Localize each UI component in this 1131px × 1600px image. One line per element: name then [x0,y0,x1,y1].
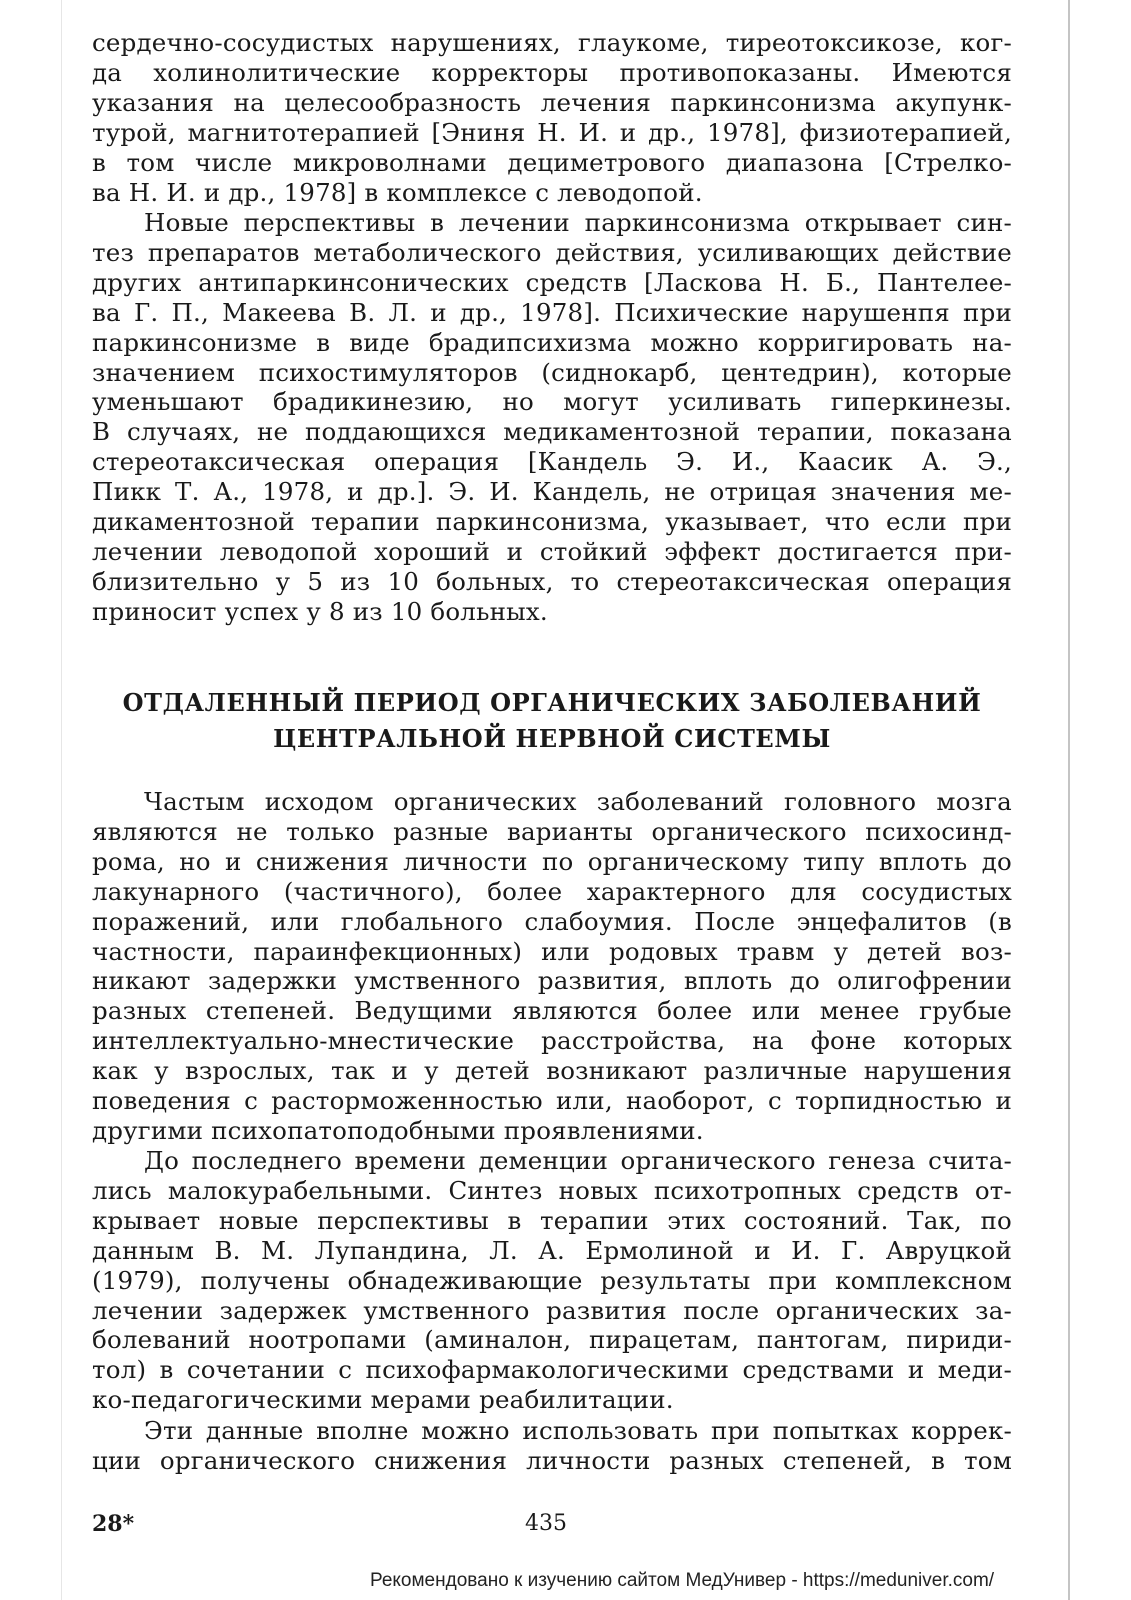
paragraph-correction [92,1416,1012,1476]
paragraph-organic-outcomes [92,787,1012,1146]
text-line: значением психостимуляторов (сиднокарб, центедрин), которые [92,357,1012,387]
text-line: паркинсонизме в виде брадипсихизма можно корригировать на- [92,327,1012,357]
text-line: Эти данные вполне можно использовать при попытках коррек- [144,1416,1012,1445]
text-line: лись малокурабельными. Синтез новых психотропных средств от- [92,1175,1012,1205]
page-edge-right [1068,0,1070,1600]
text-line: других антипаркинсонических средств [Ласкова Н. Б., Пантелее- [92,267,1012,297]
text-line: лакунарного (частичного), более характерного для сосудистых [92,876,1012,906]
section-heading-line: ЦЕНТРАЛЬНОЙ НЕРВНОЙ СИСТЕМЫ [273,724,831,753]
text-line: приносит успех у 8 из 10 больных. [92,596,548,626]
text-line: В случаях, не поддающихся медикаментозной терапии, показана [92,417,1012,447]
signature-mark: 28* [92,1511,135,1537]
text-line: лечении леводопой хороший и стойкий эффект достигается при- [92,536,1012,566]
text-line: поведения с расторможенностью или, наоборот, с торпидностью и [92,1086,1012,1116]
text-line: частности, параинфекционных) или родовых травм у детей воз- [92,936,1012,966]
paragraph-continuation [92,28,1012,207]
paragraph-new-perspectives [92,208,1012,627]
paragraph-dementia-treatment [92,1146,1012,1415]
text-line: ции органического снижения личности разных степеней, в том [92,1445,1012,1475]
page-number: 435 [525,1511,567,1536]
page-edge-left [61,0,62,1600]
text-line: поражений, или глобального слабоумия. После энцефалитов (в [92,906,1012,936]
text-line: Новые перспективы в лечении паркинсонизма открывает син- [144,208,1012,237]
text-line: дикаментозной терапии паркинсонизма, указывает, что если при [92,507,1012,537]
text-line: сердечно-сосудистых нарушениях, глаукоме, тиреотоксикозе, ког- [92,28,1012,57]
text-line: да холинолитические корректоры противопоказаны. Имеются [92,57,1012,87]
text-line: близительно у 5 из 10 больных, то стереотаксическая операция [92,566,1012,596]
text-line: в том числе микроволнами дециметрового диапазона [Стрелко- [92,147,1012,177]
section-heading-line: ОТДАЛЕННЫЙ ПЕРИОД ОРГАНИЧЕСКИХ ЗАБОЛЕВАНИЙ [122,688,982,717]
watermark-text: Рекомендовано к изучению сайтом МедУнивер - https://meduniver.com/ [370,1570,995,1591]
text-line: лечении задержек умственного развития после органических за- [92,1295,1012,1325]
text-line: Частым исходом органических заболеваний головного мозга [144,787,1012,816]
section-heading [92,685,1012,757]
text-line: Пикк Т. А., 1978, и др.]. Э. И. Кандель, не отрицая значения ме- [92,477,1012,507]
text-line: (1979), получены обнадеживающие результаты при комплексном [92,1265,1012,1295]
text-line: данным В. М. Лупандина, Л. А. Ермолиной и И. Г. Авруцкой [92,1235,1012,1265]
text-line: никают задержки умственного развития, вплоть до олигофрении [92,966,1012,996]
text-line: рома, но и снижения личности по органическому типу вплоть до [92,846,1012,876]
text-line: ва Г. П., Макеева В. Л. и др., 1978]. Психические нарушенпя при [92,297,1012,327]
text-line: До последнего времени деменции органического генеза счита- [144,1146,1012,1175]
text-line: уменьшают брадикинезию, но могут усиливать гиперкинезы. [92,387,1012,417]
text-line: разных степеней. Ведущими являются более или менее грубые [92,996,1012,1026]
text-line: как у взрослых, так и у детей возникают различные нарушения [92,1056,1012,1086]
text-line: другими психопатоподобными проявлениями. [92,1115,704,1145]
text-line: болеваний ноотропами (аминалон, пирацетам, пантогам, пириди- [92,1325,1012,1355]
text-line: ко-педагогическими мерами реабилитации. [92,1385,674,1415]
text-line: тол) в сочетании с психофармакологическими средствами и меди- [92,1355,1012,1385]
text-line: интеллектуально-мнестические расстройства, на фоне которых [92,1026,1012,1056]
text-line: ва Н. И. и др., 1978] в комплексе с леводопой. [92,177,703,207]
text-line: тез препаратов метаболического действия, усиливающих действие [92,237,1012,267]
text-line: турой, магнитотерапией [Эниня Н. И. и др., 1978], физиотерапией, [92,117,1012,147]
text-line: указания на целесообразность лечения паркинсонизма акупунк- [92,87,1012,117]
text-line: крывает новые перспективы в терапии этих состояний. Так, по [92,1205,1012,1235]
text-line: стереотаксическая операция [Кандель Э. И., Каасик А. Э., [92,447,1012,477]
text-line: являются не только разные варианты органического психосинд- [92,816,1012,846]
